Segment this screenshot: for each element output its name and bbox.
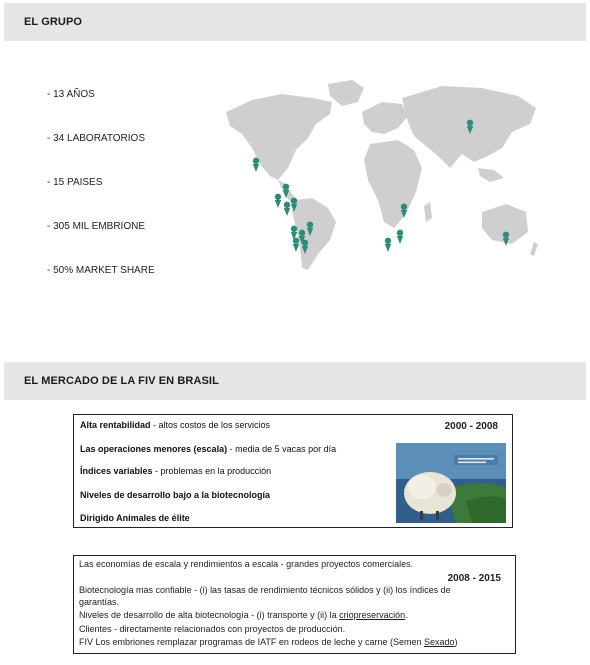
period-years: 2000 - 2008 (444, 421, 498, 432)
stat-item: - 13 AÑOS (47, 89, 95, 100)
section-header-el-grupo (4, 3, 586, 41)
stat-item: - 34 LABORATORIOS (47, 133, 145, 144)
underlined-term: criopreservación (339, 610, 406, 620)
period-box-2000-2008 (73, 414, 513, 528)
feature-row (80, 466, 271, 476)
description-line: garantías. (79, 597, 120, 607)
feature-rest: - altos costos de los servicios (150, 420, 271, 430)
stat-item: - 15 PAISES (47, 177, 103, 188)
feature-row (80, 444, 336, 454)
description-text: FIV Los embriones remplazar programas de IATF en rodeos de leche y carne (Semen (79, 637, 424, 647)
period-box-2008-2015 (73, 555, 516, 654)
feature-row (80, 513, 190, 523)
underlined-term: Sexado (424, 637, 455, 647)
group-stats-list (47, 88, 155, 308)
description-line: Clientes - directamente relacionados con proyectos de producción. (79, 624, 346, 634)
feature-rest: - media de 5 vacas por día (227, 444, 337, 454)
section-header-mercado-fiv (4, 362, 586, 400)
feature-row (80, 420, 270, 430)
feature-bold: Índices variables (80, 466, 153, 476)
section-title: EL GRUPO (24, 16, 83, 28)
feature-row (80, 490, 270, 500)
description-line (79, 637, 458, 647)
closing-paren: ) (454, 637, 458, 647)
feature-bold: Las operaciones menores (escala) (80, 444, 228, 454)
feature-bold: Niveles de desarrollo bajo a la biotecnología (80, 490, 271, 500)
stat-item: - 50% MARKET SHARE (47, 265, 155, 276)
stat-item: - 305 MIL EMBRIONE (47, 221, 145, 232)
period-years: 2008 - 2015 (447, 573, 501, 584)
world-map (212, 72, 542, 282)
section-title: EL MERCADO DE LA FIV EN BRASIL (24, 375, 219, 387)
feature-bold: Dirigido Animales de élite (80, 513, 190, 523)
description-line: Las economías de escala y rendimientos a escala - grandes proyectos comerciales. (79, 559, 414, 569)
description-line: Biotecnología mas confiable - (i) las tasas de rendimiento técnicos sólidos y (ii) los índices de (79, 585, 451, 595)
description-line (79, 610, 408, 620)
period-mark: . (405, 610, 408, 620)
feature-bold: Alta rentabilidad (80, 420, 151, 430)
sheep-photo (396, 443, 506, 523)
description-text: Niveles de desarrollo de alta biotecnología - (i) transporte y (ii) la (79, 610, 340, 620)
feature-rest: - problemas en la producción (152, 466, 272, 476)
